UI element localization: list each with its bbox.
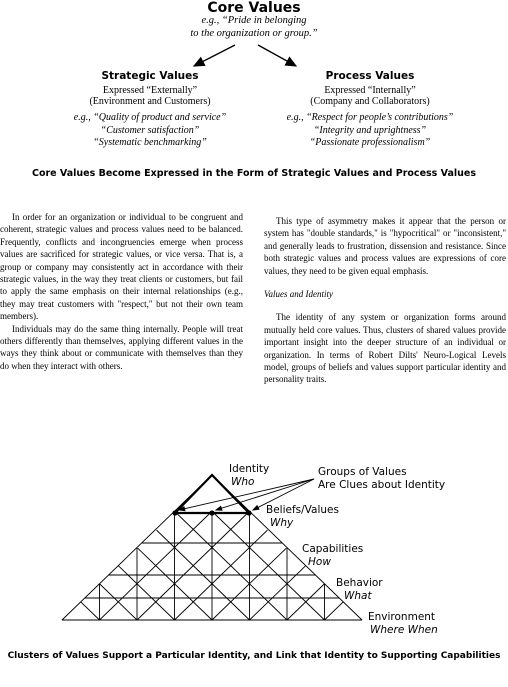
left-paragraph-2: Individuals may do the same thing internally. People will treat others differently than themselves, applying different values in the ways they think about or communicate with themselves than they do when they interact with others. — [0, 323, 243, 371]
capabilities-question: How — [308, 556, 331, 568]
beliefs-label: Beliefs/Values — [266, 504, 339, 516]
strategic-example-3: “Systematic benchmarking” — [93, 137, 207, 148]
environment-question: Where When — [370, 624, 438, 636]
right-paragraph-2: The identity of any system or organization forms around mutually held core values. Thus, clusters of shared values provide important insight into the deeper structure of an individual or organization. In terms of Robert Dilts' Neuro-Logical Levels model, groups of beliefs and values support particular identity and personality traits. — [264, 312, 506, 385]
strategic-example-2: “Customer satisfaction” — [100, 124, 200, 136]
behavior-question: What — [344, 590, 372, 602]
figure-caption-top: Core Values Become Expressed in the Form of Strategic Values and Process Values — [31, 168, 476, 179]
process-scope: (Company and Collaborators) — [310, 96, 430, 107]
process-values-title: Process Values — [325, 70, 415, 82]
left-column — [0, 211, 243, 372]
core-values-title: Core Values — [207, 0, 301, 16]
strategic-scope: (Environment and Customers) — [89, 96, 211, 107]
core-values-example-line1: e.g., “Pride in belonging — [201, 15, 307, 26]
environment-label: Environment — [368, 611, 436, 623]
behavior-label: Behavior — [336, 577, 383, 589]
groups-label-line1: Groups of Values — [318, 466, 407, 478]
value-node — [209, 510, 214, 515]
right-paragraph-1: This type of asymmetry makes it appear that the person or system has "double standards," is "hypocritical" or "inconsistent," and generally leads to frustration, dissension and resistance. Since both strategic values and process values are expressions of core values, they need to be given equal emphasis. — [264, 216, 506, 276]
right-column — [264, 215, 506, 386]
process-example-2: “Integrity and uprightness” — [313, 124, 427, 136]
identity-question: Who — [231, 476, 255, 488]
beliefs-question: Why — [270, 517, 294, 529]
neuro-logical-levels-pyramid — [0, 455, 508, 645]
strategic-example-1: e.g., “Quality of product and service” — [73, 112, 227, 123]
core-values-example-line2: to the organization or group.” — [190, 28, 318, 39]
left-paragraph-1: In order for an organization or individual to be congruent and coherent, strategic values and process values need to be balanced. Frequently, conflicts and incongruencies emerge when process values are sacrificed for strategic values, or vice versa. That is, a group or company may consistently act in accordance with their strategic values, in the way they treat clients or customers, but fail to apply the same emphasis on their internal relationships (e.g., they may treat customers with "respect," but not their own team members). — [0, 212, 243, 322]
split-arrows — [0, 0, 508, 80]
arrow-to-strategic — [194, 45, 235, 66]
strategic-expressed: Expressed “Externally” — [102, 85, 198, 96]
pyramid-diagonal — [325, 602, 344, 620]
figure-caption-bottom: Clusters of Values Support a Particular Identity, and Link that Identity to Supporting Capabilities — [7, 651, 501, 661]
process-example-3: “Passionate professionalism” — [309, 137, 431, 148]
strategic-values-title: Strategic Values — [101, 70, 199, 82]
value-node — [246, 510, 251, 515]
pyramid-diagonal — [81, 602, 100, 620]
pyramid-diagonal — [250, 565, 306, 620]
groups-label-line2: Are Clues about Identity — [318, 479, 446, 491]
process-expressed: Expressed “Internally” — [324, 85, 416, 96]
clue-arrowhead — [253, 506, 259, 510]
value-node — [172, 510, 177, 515]
arrow-to-process — [258, 45, 296, 66]
capabilities-label: Capabilities — [302, 543, 364, 555]
process-example-1: e.g., “Respect for people’s contributions” — [286, 112, 454, 123]
identity-label: Identity — [229, 463, 270, 475]
pyramid-diagonal — [118, 565, 174, 620]
values-identity-heading: Values and Identity — [264, 289, 333, 300]
clue-arrowhead — [216, 506, 222, 510]
